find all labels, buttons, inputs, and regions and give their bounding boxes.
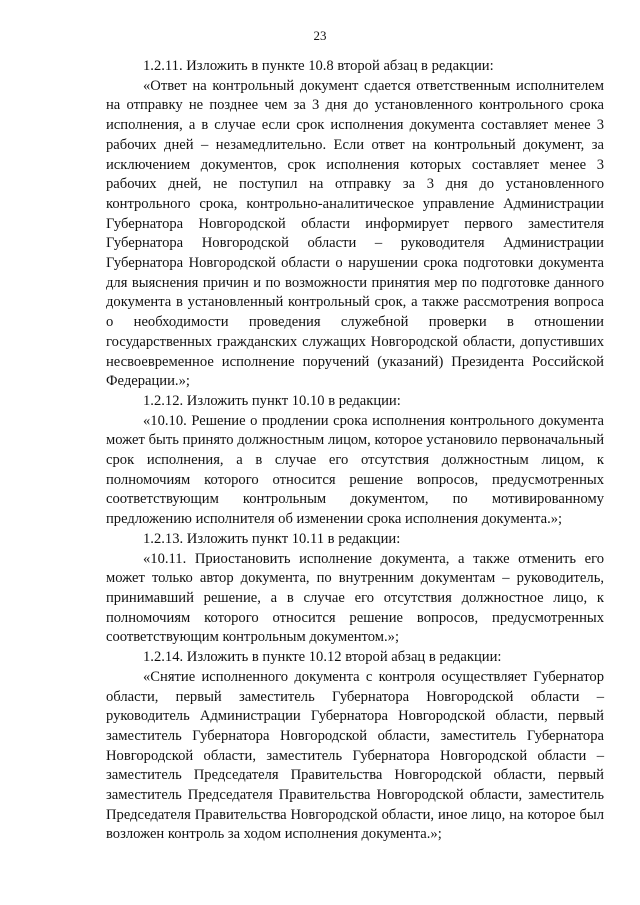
paragraph-1-2-13-heading: 1.2.13. Изложить пункт 10.11 в редакции: [143, 530, 401, 547]
paragraph-10-10-text: «10.10. Решение о продлении срока исполнения контрольного документа может быть принято должностным лицом, которое установило первоначальный срок исполнения, а в случае его отсутствия должностным лицом, к полномочиям которого относится решение вопросов, предусмотренных соответствующим контрольным документом, по мотивированному предложению исполнителя об изменении срока исполнения документа.»; [106, 412, 604, 528]
document-body [106, 57, 604, 845]
paragraph-1-2-12-heading: 1.2.12. Изложить пункт 10.10 в редакции: [143, 392, 401, 409]
paragraph-1-2-11-heading: 1.2.11. Изложить в пункте 10.8 второй абзац в редакции: [143, 58, 494, 74]
paragraph-10-12-text: «Снятие исполненного документа с контроля осуществляет Губернатор области, первый заместитель Губернатора Новгородской области – руководитель Администрации Губернатора Новгородской области, первый заместитель Губернатора Новгородской области, заместитель Губернатора Новгородской области, заместитель Губернатора Новгородской области – заместитель Председателя Правительства Новгородской области, первый заместитель Председателя Правительства Новгородской области, заместитель Председателя Правительства Новгородской области, иное лицо, на которое был возложен контроль за ходом исполнения документа.»; [106, 668, 604, 843]
paragraph-1-2-14-heading: 1.2.14. Изложить в пункте 10.12 второй абзац в редакции: [143, 649, 502, 666]
paragraph-10-8-text: «Ответ на контрольный документ сдается ответственным исполнителем на отправку не позднее чем за 3 дня до установленного контрольного срока исполнения, а в случае если срок исполнения документа составляет менее 3 рабочих дней – незамедлительно. Если ответ на контрольный документ, за исключением документов, срок исполнения которых составляет менее 3 рабочих дней, не поступил на отправку за 3 дня до установленного контрольного срока, контрольно-аналитическое управление Администрации Губернатора Новгородской области информирует первого заместителя Губернатора Новгородской области – руководителя Администрации Губернатора Новгородской области о нарушении срока подготовки документа для выяснения причин и по возможности принятия мер по подготовке данного документа в установленный контрольный срок, а также рассмотрения вопроса о необходимости проведения служебной проверки в отношении государственных гражданских служащих Новгородской области, допустивших несвоевременное исполнение поручений (указаний) Президента Российской Федерации.»; [106, 77, 604, 390]
page-number: 23 [313, 28, 327, 43]
paragraph-10-11-text: «10.11. Приостановить исполнение документа, а также отменить его может только автор документа, по внутренним документам – руководитель, принимавший решение, а в случае его отсутствия должностное лицо, к полномочиям которого относится решение вопросов, предусмотренных соответствующим контрольным документом.»; [106, 550, 604, 646]
